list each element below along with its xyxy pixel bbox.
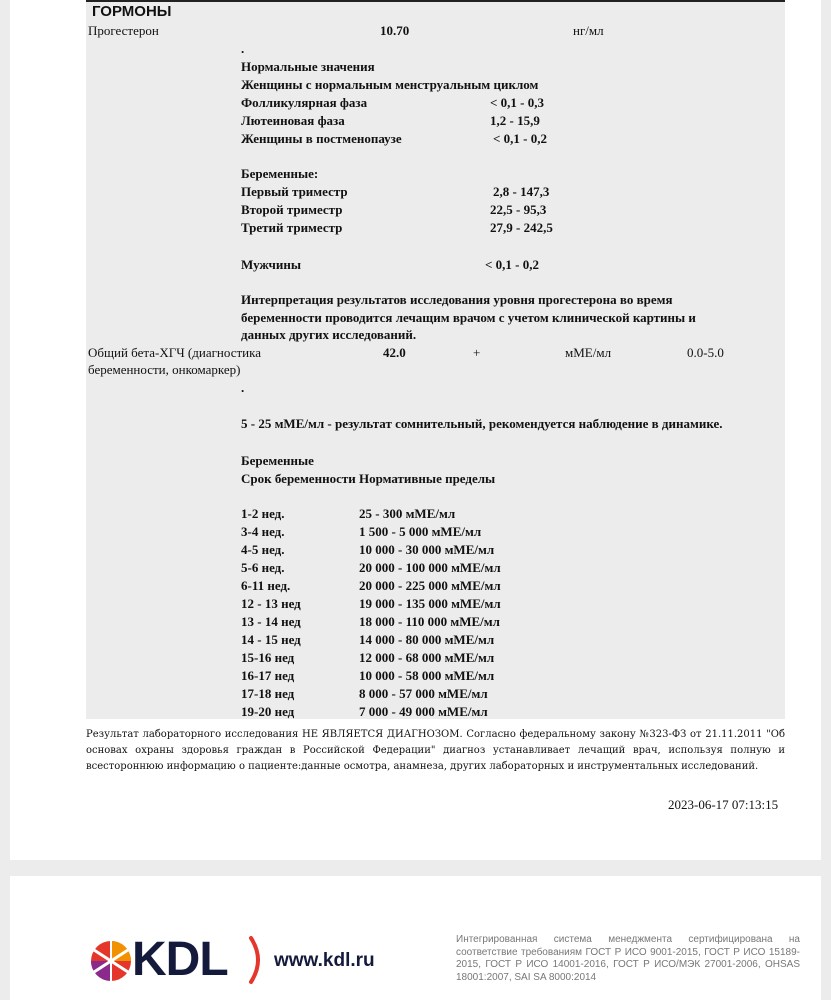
section-title: ГОРМОНЫ	[92, 3, 172, 20]
trimester-label: Третий триместр	[241, 220, 343, 235]
report-timestamp: 2023-06-17 07:13:15	[668, 797, 779, 812]
interpretation-line: Интерпретация результатов исследования уровня прогестерона во время	[241, 292, 673, 307]
week-range: 20 000 - 100 000 мМЕ/мл	[359, 560, 501, 575]
phase-label: Фолликулярная фаза	[241, 95, 368, 110]
week-range: 20 000 - 225 000 мМЕ/мл	[359, 578, 501, 593]
hcg-pregnant-title: Беременные	[241, 453, 314, 468]
phase-label: Лютеиновая фаза	[241, 113, 345, 128]
week-range: 7 000 - 49 000 мМЕ/мл	[359, 704, 488, 719]
test-unit-progesterone: нг/мл	[573, 23, 604, 38]
phase-range: < 0,1 - 0,2	[493, 131, 547, 146]
week-range: 19 000 - 135 000 мМЕ/мл	[359, 596, 501, 611]
week-range: 25 - 300 мМЕ/мл	[359, 506, 456, 521]
week-term: 3-4 нед.	[241, 524, 285, 539]
week-range: 10 000 - 30 000 мМЕ/мл	[359, 542, 495, 557]
trimester-label: Первый триместр	[241, 184, 348, 199]
week-term: 1-2 нед.	[241, 506, 285, 521]
reference-title: Нормальные значения	[241, 59, 375, 74]
test-value-progesterone: 10.70	[380, 23, 410, 38]
test-unit-hcg: мМЕ/мл	[565, 345, 612, 360]
trimester-range: 2,8 - 147,3	[493, 184, 550, 199]
week-term: 6-11 нед.	[241, 578, 291, 593]
trimester-label: Второй триместр	[241, 202, 343, 217]
disclaimer: Результат лабораторного исследования НЕ ЯВЛЯЕТСЯ ДИАГНОЗОМ. Согласно федеральному закону №323-ФЗ от 21.11.2011 "Об основах охраны здоровья граждан в Российской Федерации" диагноз устанавливает лечащий врач, используя полную и всестороннюю информацию о пациенте:данные осмотра, анамнеза, других лабораторных и инструментальных исследований.	[86, 729, 785, 772]
website-link[interactable]: www.kdl.ru	[274, 950, 375, 971]
test-flag-hcg: +	[473, 345, 481, 360]
women-group-title: Женщины с нормальным менструальным циклом	[241, 77, 539, 92]
men-label: Мужчины	[241, 257, 301, 272]
test-name-hcg-line2: беременности, онкомаркер)	[88, 362, 241, 377]
top-rule	[86, 0, 785, 2]
week-term: 17-18 нед	[241, 686, 295, 701]
phase-label: Женщины в постменопаузе	[241, 131, 402, 146]
week-term: 13 - 14 нед	[241, 614, 301, 629]
week-range: 8 000 - 57 000 мМЕ/мл	[359, 686, 488, 701]
kdl-logo-text: KDL	[132, 933, 228, 986]
test-value-hcg: 42.0	[383, 345, 406, 360]
phase-range: 1,2 - 15,9	[490, 113, 540, 128]
men-range: < 0,1 - 0,2	[485, 257, 539, 272]
week-term: 19-20 нед	[241, 704, 295, 719]
test-name-hcg: Общий бета-ХГЧ (диагностика	[88, 345, 262, 360]
separator-dot: .	[241, 41, 245, 56]
week-range: 1 500 - 5 000 мМЕ/мл	[359, 524, 482, 539]
separator-dot: .	[241, 380, 245, 395]
certification-text: Интегрированная система менеджмента сертифицирована на соответствие требованиям ГОСТ Р ИСО 9001-2015, ГОСТ Р ИСО 15189-2015, ГОСТ Р ИСО 14001-2016, ГОСТ Р ИСО/МЭК 27001-2006, OHSAS 18001:2007, SAI SA 8000:2014	[456, 934, 800, 983]
test-reference-hcg: 0.0-5.0	[687, 345, 724, 360]
week-term: 12 - 13 нед	[241, 596, 301, 611]
week-range: 14 000 - 80 000 мМЕ/мл	[359, 632, 495, 647]
pregnant-title: Беременные:	[241, 166, 319, 181]
trimester-range: 22,5 - 95,3	[490, 202, 547, 217]
interpretation-line: данных других исследований.	[241, 327, 417, 342]
hcg-note: 5 - 25 мМЕ/мл - результат сомнительный, рекомендуется наблюдение в динамике.	[241, 416, 723, 431]
logo-chevron-icon	[247, 936, 267, 984]
interpretation-line: беременности проводится лечащим врачом с учетом клинической картины и	[241, 310, 696, 325]
week-range: 18 000 - 110 000 мМЕ/мл	[359, 614, 500, 629]
kdl-logo-icon	[88, 938, 134, 984]
phase-range: < 0,1 - 0,3	[490, 95, 544, 110]
week-term: 14 - 15 нед	[241, 632, 301, 647]
week-range: 10 000 - 58 000 мМЕ/мл	[359, 668, 495, 683]
week-term: 5-6 нед.	[241, 560, 285, 575]
hcg-table-header: Срок беременности Нормативные пределы	[241, 471, 496, 486]
trimester-range: 27,9 - 242,5	[490, 220, 553, 235]
kdl-logo	[88, 938, 134, 984]
week-range: 12 000 - 68 000 мМЕ/мл	[359, 650, 495, 665]
week-term: 15-16 нед	[241, 650, 295, 665]
week-term: 16-17 нед	[241, 668, 295, 683]
week-term: 4-5 нед.	[241, 542, 285, 557]
test-name-progesterone: Прогестерон	[88, 23, 159, 38]
